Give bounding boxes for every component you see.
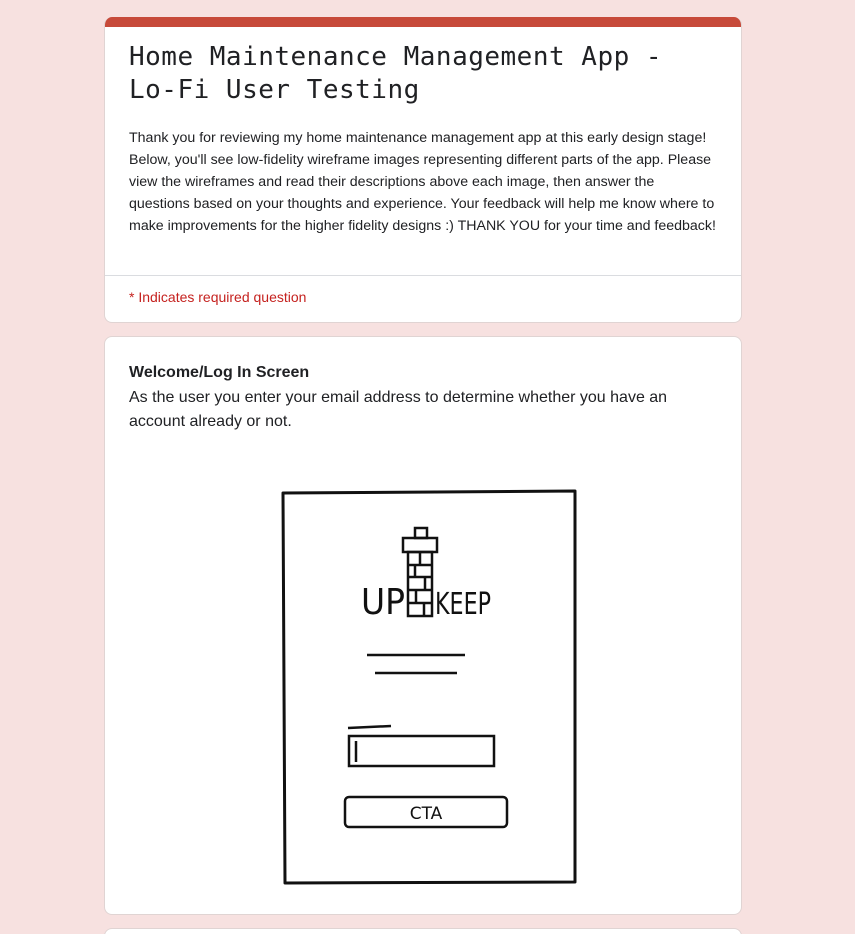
phone-frame [283, 491, 575, 883]
section-description: As the user you enter your email address to determine whether you have an account already or not. [129, 389, 668, 430]
next-section-card [104, 928, 742, 934]
input-label-line [348, 726, 391, 728]
section-title: Welcome/Log In Screen [129, 364, 310, 381]
form-title: Home Maintenance Management App - Lo-Fi User Testing [129, 42, 663, 105]
form-header-card [104, 17, 742, 323]
brand-right-text: KEEP [435, 587, 491, 622]
header-divider [105, 275, 741, 276]
required-note: * Indicates required question [129, 289, 307, 305]
form-description: Thank you for reviewing my home maintenance management app at this early design stage! Below, you'll see low-fidelity wireframe images representing different parts of the app. Please view the wireframes and read their descriptions above each image, then answer the questions based on your thoughts and experience. Your feedback will help me know where to make improvements for the higher fidelity designs :) THANK YOU for your time and feedback! [129, 130, 716, 234]
wireframe-image [275, 485, 585, 890]
brand-left-text: UP [361, 582, 405, 623]
email-input[interactable] [349, 736, 494, 766]
cta-button-label: CTA [409, 804, 443, 824]
section-card-welcome [104, 336, 742, 915]
accent-bar [105, 17, 741, 27]
tower-icon [403, 528, 437, 616]
